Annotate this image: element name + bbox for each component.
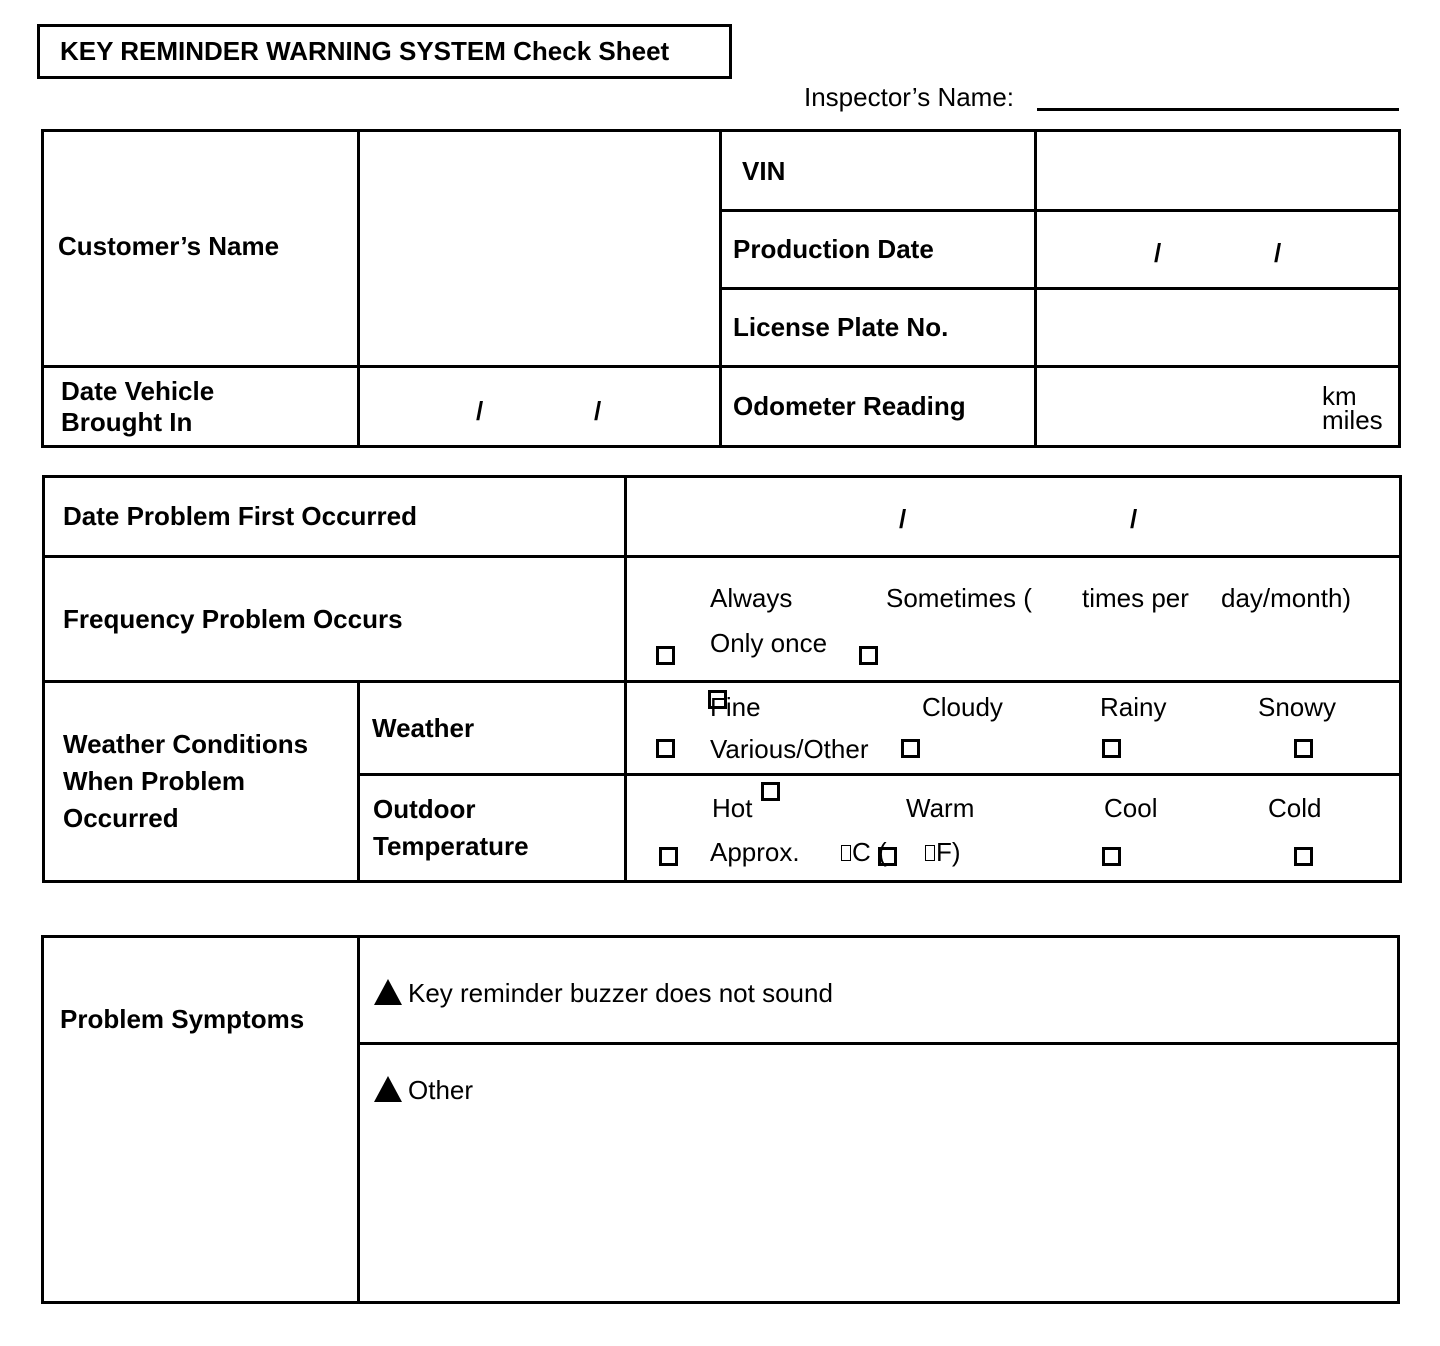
- hot-checkbox[interactable]: [659, 847, 678, 866]
- degree-box-icon: [841, 845, 851, 861]
- symptom-buzzer-row[interactable]: [359, 937, 1399, 1044]
- symptom-buzzer-label: Key reminder buzzer does not sound: [408, 978, 833, 1008]
- production-date-label: Production Date: [721, 211, 1036, 289]
- degree-box-icon: [925, 845, 935, 861]
- cloudy-checkbox[interactable]: [901, 739, 920, 758]
- times-per-label: times per: [1082, 583, 1189, 613]
- symptom-other-row[interactable]: [359, 1044, 1399, 1303]
- fahrenheit-reading[interactable]: F): [925, 837, 961, 868]
- date-slash: /: [1130, 504, 1138, 534]
- cool-label: Cool: [1104, 793, 1158, 823]
- license-plate-label: License Plate No.: [721, 289, 1036, 367]
- fine-checkbox[interactable]: [656, 739, 675, 758]
- sheet-title: KEY REMINDER WARNING SYSTEM Check Sheet: [37, 24, 732, 79]
- date-slash: /: [1154, 238, 1162, 268]
- symptom-other-label: Other: [408, 1075, 474, 1105]
- production-date-field[interactable]: [1036, 211, 1400, 289]
- temperature-label: Outdoor Temperature: [359, 775, 626, 882]
- odometer-label: Odometer Reading: [721, 367, 1036, 447]
- day-month-label: day/month): [1221, 583, 1352, 613]
- sometimes-label: Sometimes (: [886, 583, 1032, 613]
- cold-checkbox[interactable]: [1294, 847, 1313, 866]
- date-brought-in-field[interactable]: [359, 367, 721, 447]
- weather-label: Weather: [359, 682, 626, 775]
- hot-label: Hot: [712, 793, 753, 823]
- weather-options: [626, 682, 1401, 775]
- date-brought-in-label: Date Vehicle Brought In: [43, 367, 359, 447]
- various-other-label: Various/Other: [710, 734, 869, 764]
- customer-name-field[interactable]: [359, 131, 721, 367]
- rainy-label: Rainy: [1100, 692, 1167, 722]
- warm-label: Warm: [906, 793, 975, 823]
- symptoms-table: [41, 935, 1400, 1304]
- sometimes-checkbox[interactable]: [859, 646, 878, 665]
- problem-symptoms-label: Problem Symptoms: [43, 937, 359, 1303]
- date-slash: /: [594, 396, 602, 426]
- only-once-label: Only once: [710, 628, 828, 658]
- triangle-icon: [374, 979, 402, 1005]
- cool-checkbox[interactable]: [1102, 847, 1121, 866]
- conditions-table: [42, 475, 1402, 883]
- celsius-reading[interactable]: C (: [841, 837, 887, 868]
- temperature-options: [626, 775, 1401, 882]
- inspector-label: Inspector’s Name:: [804, 82, 1015, 112]
- date-slash: /: [899, 504, 907, 534]
- date-slash: /: [476, 396, 484, 426]
- date-slash: /: [1274, 238, 1282, 268]
- snowy-label: Snowy: [1258, 692, 1337, 722]
- fine-label: Fine: [710, 692, 761, 722]
- frequency-label: Frequency Problem Occurs: [44, 557, 626, 682]
- frequency-options: [626, 557, 1401, 682]
- approx-label: Approx.: [710, 837, 800, 867]
- triangle-icon: [374, 1076, 402, 1102]
- weather-conditions-label: Weather Conditions When Problem Occurred: [44, 682, 359, 882]
- odometer-unit-km: km: [1322, 381, 1357, 411]
- vin-field[interactable]: [1036, 131, 1400, 211]
- inspector-name-field[interactable]: [1037, 108, 1399, 111]
- rainy-checkbox[interactable]: [1102, 739, 1121, 758]
- always-checkbox[interactable]: [656, 646, 675, 665]
- first-occurred-label: Date Problem First Occurred: [44, 477, 626, 557]
- cloudy-label: Cloudy: [922, 692, 1003, 722]
- always-label: Always: [710, 583, 793, 613]
- vin-label: VIN: [721, 131, 1036, 211]
- first-occurred-field[interactable]: [626, 477, 1401, 557]
- license-plate-field[interactable]: [1036, 289, 1400, 367]
- cold-label: Cold: [1268, 793, 1322, 823]
- customer-name-label: Customer’s Name: [43, 131, 359, 367]
- snowy-checkbox[interactable]: [1294, 739, 1313, 758]
- odometer-unit-miles: miles: [1322, 405, 1383, 435]
- vehicle-info-table: [41, 129, 1401, 448]
- odometer-field[interactable]: [1036, 367, 1400, 447]
